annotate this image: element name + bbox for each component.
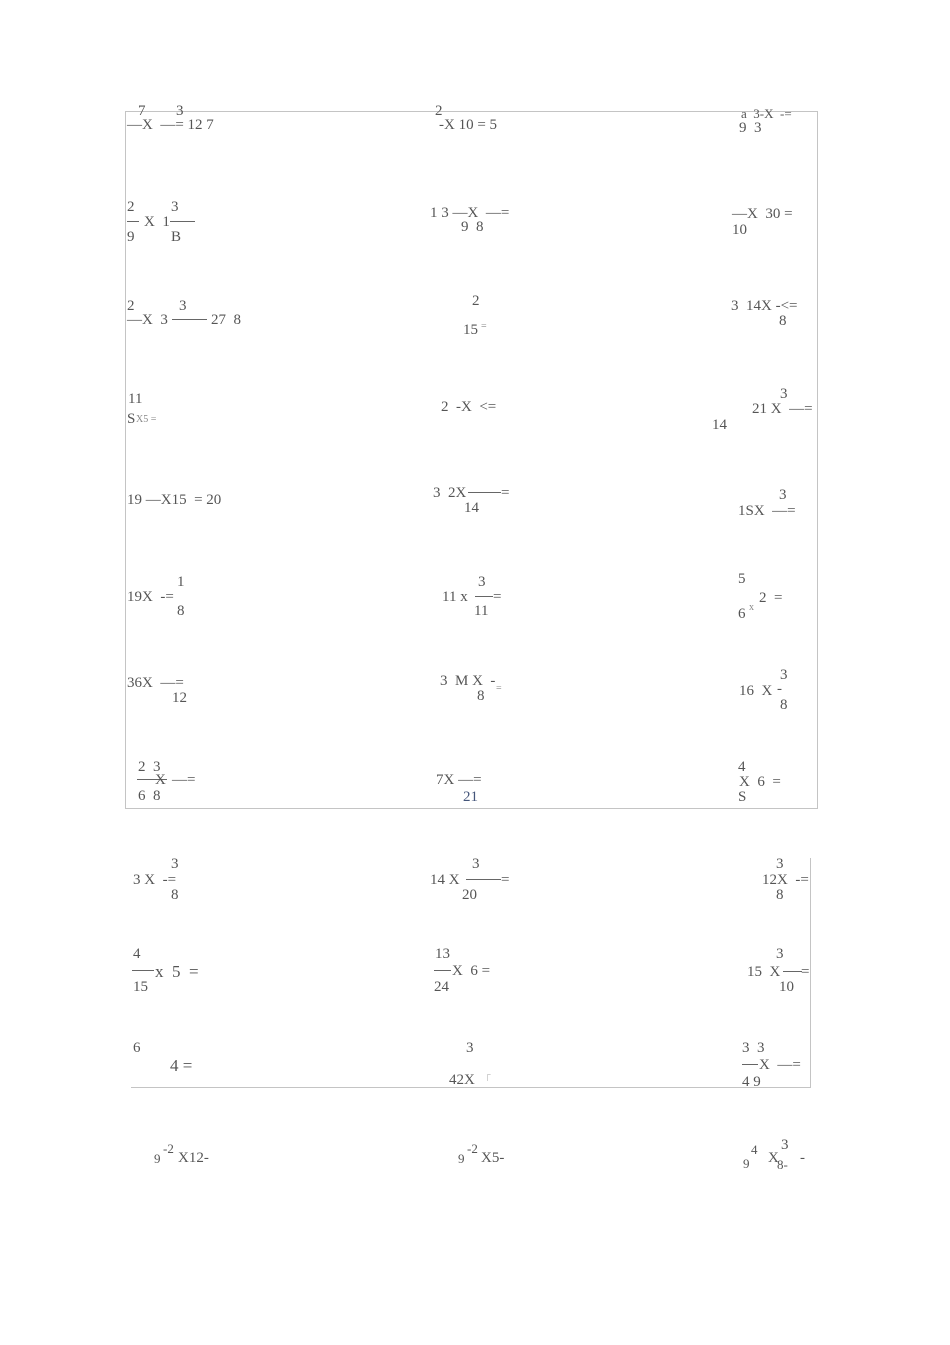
problem-numerator: 3 (179, 298, 187, 314)
multiplication-problem: 12X -= (762, 872, 809, 888)
problem-numerator: 3 (780, 386, 788, 402)
multiplication-problem: X12- (178, 1150, 209, 1166)
multiplication-problem: 42X (449, 1072, 475, 1088)
problem-numerator: 5 (738, 571, 746, 587)
problem-denominator: 10 (779, 979, 794, 995)
superscript-exponent: -2 (163, 1141, 174, 1156)
problem-numerator: 3 (781, 1137, 789, 1153)
equals-sign: = (496, 683, 502, 694)
multiplication-problem: 21 X —= (752, 401, 813, 417)
superscript-exponent: -2 (467, 1141, 478, 1156)
problem-numerator: 2 3 (138, 759, 161, 775)
multiplication-problem: X 6 = (452, 963, 491, 979)
problem-numerator: 2 (127, 298, 135, 314)
problem-numerator: 3 (780, 667, 788, 683)
whole-number: 14 (712, 417, 727, 433)
fraction-bar (172, 319, 207, 320)
problem-numerator: 4 (751, 1142, 758, 1157)
multiplication-problem: —X —= 12 7 (127, 117, 214, 133)
minus-bar: - (777, 681, 782, 697)
multiplication-problem: 36X —= (127, 675, 184, 691)
problem-numerator: 3 (776, 856, 784, 872)
multiplication-problem: X —= (759, 1057, 801, 1073)
problem-numerator: 7 (138, 103, 146, 119)
whole-number: 9 (743, 1156, 750, 1171)
problem-denominator: 8 (177, 603, 185, 619)
problem-denominator: 9 3 (739, 120, 762, 136)
problem-denominator: 12 (172, 690, 187, 706)
problem-numerator: 6 (133, 1040, 141, 1056)
problem-numerator: 3 (779, 487, 787, 503)
multiplication-problem: 15 X (747, 964, 781, 980)
equals-sign: = (481, 321, 487, 332)
equals-sign: = (501, 485, 510, 501)
multiplication-problem: X 6 = (739, 774, 781, 790)
multiplication-problem: 1 3 —X —= (430, 205, 510, 221)
problem-denominator: 10 (732, 222, 747, 238)
problem-numerator: 2 (127, 199, 135, 215)
multiplication-problem: 3 2X (433, 485, 467, 501)
fraction-bar (434, 970, 451, 971)
multiplication-problem: X5 = (136, 414, 157, 425)
problem-denominator: 8 (171, 887, 179, 903)
problem-denominator: 8 (776, 887, 784, 903)
equals-sign: —= (172, 772, 196, 788)
equals-sign: = (801, 964, 810, 980)
multiplication-sign: x (749, 602, 754, 613)
multiplication-problem: 7X —= (436, 772, 482, 788)
multiplication-problem: 3 M X - (440, 673, 496, 689)
problem-numerator: 3 (478, 574, 486, 590)
problem-denominator: 9 (127, 229, 135, 245)
fraction-bar (783, 971, 802, 972)
multiplication-sign: X (155, 772, 166, 788)
multiplication-problem: 19X -= (127, 589, 174, 605)
problem-denominator: 9 8 (461, 219, 484, 235)
problem-denominator: 14 (464, 500, 479, 516)
problem-denominator: 11 (474, 603, 489, 619)
problem-numerator: 3 (466, 1040, 474, 1056)
problem-denominator: S (127, 411, 136, 427)
problem-numerator: 3 (176, 103, 184, 119)
problem-numerator: 3 (776, 946, 784, 962)
equals-sign: = (493, 589, 502, 605)
problem-group-2-right-rule (810, 858, 811, 1088)
multiplication-problem: 16 X (739, 683, 773, 699)
problem-denominator: 8- (777, 1157, 788, 1172)
whole-number: 9 (458, 1151, 465, 1166)
minus-sign: - (800, 1150, 805, 1166)
multiplication-problem: 1SX —= (738, 503, 796, 519)
problem-numerator: 1 (177, 574, 185, 590)
whole-number: 9 (154, 1151, 161, 1166)
multiplication-problem: 11 x (442, 589, 468, 605)
problem-denominator: 6 8 (138, 788, 161, 804)
multiplication-problem: 3 X -= (133, 872, 177, 888)
problem-denominator: 6 (738, 606, 746, 622)
problem-denominator: 4 9 (742, 1074, 761, 1090)
problem-numerator: 3 (472, 856, 480, 872)
problem-denominator: 21 (463, 789, 478, 805)
problem-denominator: 20 (462, 887, 477, 903)
fraction-bar (475, 596, 493, 597)
fraction-bar (742, 1064, 758, 1065)
multiplication-problem: —X 3 (127, 312, 168, 328)
problem-denominator: 8 (780, 697, 788, 713)
problem-denominator: 8 (477, 688, 485, 704)
fraction-bar (466, 879, 501, 880)
problem-denominator: S (738, 789, 747, 805)
multiplication-problem: 2 = (759, 590, 783, 606)
multiplication-sign: X (768, 1150, 779, 1166)
multiplication-problem: —X 30 = (732, 206, 793, 222)
multiplication-problem: -X 10 = 5 (439, 117, 498, 133)
stray-mark: 「 (481, 1075, 491, 1086)
multiplication-problem: x 5 = (155, 962, 199, 981)
problem-denominator: 15 (463, 322, 478, 338)
problem-numerator: 4 (738, 759, 746, 775)
problem-denominator: B (171, 229, 182, 245)
fraction-bar (468, 492, 501, 493)
problem-denominator: 8 (779, 313, 787, 329)
multiplication-problem: 3 14X -<= (731, 298, 798, 314)
problem-numerator: 3 (171, 199, 179, 215)
problem-numerator: 3 3 (742, 1040, 765, 1056)
problem-numerator: 11 (128, 391, 143, 407)
multiplication-problem: X5- (481, 1150, 505, 1166)
multiplication-problem: X 1 (144, 214, 170, 230)
multiplication-problem: 2 -X <= (441, 399, 497, 415)
problem-numerator: 4 (133, 946, 141, 962)
equals-sign: = (501, 872, 510, 888)
fraction-bar (132, 970, 154, 971)
problem-numerator: 2 (472, 293, 480, 309)
problem-numerator: 2 (435, 103, 443, 119)
problem-numerator: 13 (435, 946, 450, 962)
multiplication-problem: 4 = (170, 1056, 193, 1075)
problem-numerator: 3 (171, 856, 179, 872)
multiplication-problem: a 3-X -= (741, 106, 792, 121)
multiplication-problem: 27 8 (211, 312, 241, 328)
fraction-bar (127, 221, 139, 222)
multiplication-problem: 14 X (430, 872, 460, 888)
multiplication-problem: 19 —X15 = 20 (127, 492, 222, 508)
fraction-bar (170, 221, 195, 222)
problem-denominator: 15 (133, 979, 148, 995)
problem-denominator: 24 (434, 979, 449, 995)
